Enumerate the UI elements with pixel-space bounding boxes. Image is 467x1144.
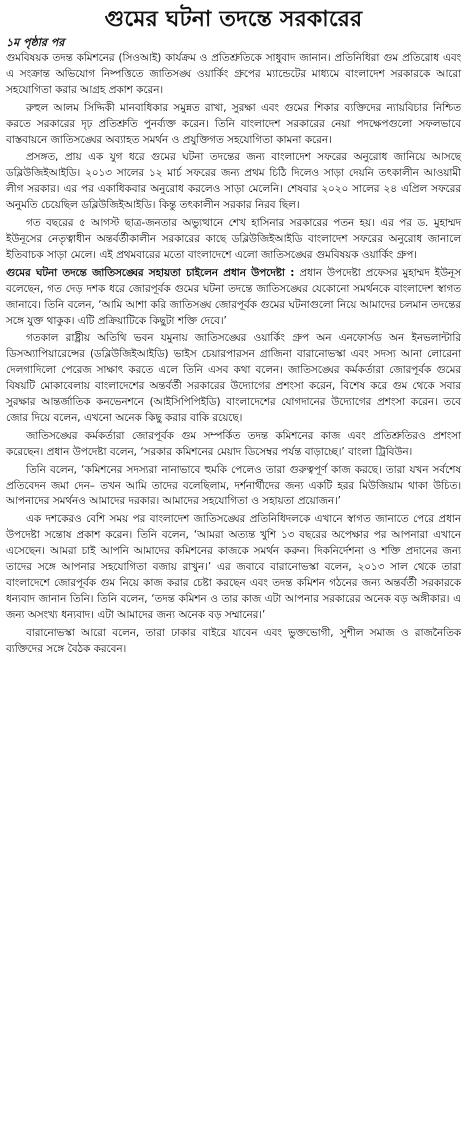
- subheading: গুমের ঘটনা তদন্তে জাতিসঙ্ঘের সহায়তা চাইলেন প্রধান উপদেষ্টা :: [6, 266, 295, 279]
- paragraph-with-subheading: [6, 266, 461, 330]
- paragraph-text: প্রধান উপদেষ্টা প্রফেসর মুহাম্মদ ইউনূস বলেছেন, গত দেড় দশক ধরে জোরপূর্বক গুমের ঘটনা তদন্তে জাতিসঙ্ঘের যেকোনো সমর্থনকে বাংলাদেশ স্বাগত জানাবে। তিনি বলেন, ‘আমি আশা করি জাতিসঙ্ঘ জোরপূর্বক গুমের ঘটনাগুলো নিয়ে আমাদের চলমান তদন্তের সঙ্গে যুক্ত থাকুক। এটি প্রক্রিয়াটিকে কিছুটা শক্তি দেবে।’: [6, 266, 461, 327]
- paragraph: প্রসঙ্গত, প্রায় এক যুগ ধরে গুমের ঘটনা তদন্তের জন্য বাংলাদেশ সফরের অনুরোধ জানিয়ে আসছে ডব্লিউজিইআইডি। ২০১৩ সালের ১২ মার্চ সফরের জন্য প্রথম চিঠি দিলেও সাড়া দেয়নি তৎকালীন আওয়ামী লীগ সরকার। এর পর একাধিকবার অনুরোধ করলেও সাড়া মেলেনি। শেষবার ২০২০ সালের ২৪ এপ্রিল সফরের অনুমতি চেয়েছিল ডব্লিউজিইআইডি। কিন্তু তৎকালীন সরকার নিরব ছিল।: [6, 151, 461, 212]
- paragraph: এক দশকেরও বেশি সময় পর বাংলাদেশ জাতিসঙ্ঘের প্রতিনিধিদলকে এখানে স্বাগত জানাতে পেরে প্রধান উপদেষ্টা সন্তোষ প্রকাশ করেন। তিনি বলেন, ‘আমরা অত্যন্ত খুশি ১৩ বছরের অপেক্ষার পর আপনারা এখানে এসেছেন। আমরা চাই আপনি আমাদের কমিশনের কাজকে সমর্থন করুন। দিকনির্দেশনা ও শক্তি প্রদানের জন্য তাদের সঙ্গে আপনার সহযোগিতা বজায় রাখুন।’ এর জবাবে বারানোভস্কা বলেন, ২০১৩ সাল থেকে তারা বাংলাদেশে জোরপূর্বক গুম নিয়ে কাজ করার চেষ্টা করছেন এবং তদন্ত কমিশন গঠনের জন্য অন্তর্বর্তী সরকারকে ধন্যবাদ জানান তিনি। তিনি বলেন, ‘তদন্ত কমিশন ও তার কাজ এটা আপনার সরকারের অনেক বড় অঙ্গীকার। এ জন্য অসংখ্য ধন্যবাদ। এটা আমাদের জন্য অনেক বড় সম্মানের।’: [6, 513, 461, 621]
- paragraph: গত বছরের ৫ আগস্ট ছাত্র-জনতার অভ্যুত্থানে শেখ হাসিনার সরকারের পতন হয়। এর পর ড. মুহাম্মদ ইউনূসের নেতৃত্বাধীন অন্তর্বর্তীকালীন সরকারের কাছে ডব্লিউজিইআইডি বাংলাদেশ সফরের অনুরোধ জানালে ইতিবাচক সাড়া মেলে। এই প্রথমবারের মতো বাংলাদেশে এলো জাতিসঙ্ঘের গুমবিষয়ক ওয়ার্কিং গ্রুপ।: [6, 217, 461, 261]
- continued-from-label: ১ম পৃষ্ঠার পর: [6, 36, 65, 49]
- paragraph: বারানোভস্কা আরো বলেন, তারা ঢাকার বাইরে যাবেন এবং ভুক্তভোগী, সুশীল সমাজ ও রাজনৈতিক ব্যক্তিদের সঙ্গে বৈঠক করবেন।: [6, 626, 461, 655]
- paragraph: জাতিসঙ্ঘের কর্মকর্তারা জোরপূর্বক গুম সম্পর্কিত তদন্ত কমিশনের কাজ এবং প্রতিশ্রুতিরও প্রশংসা করেছেন। প্রধান উপদেষ্টা বলেন, ‘সরকার কমিশনের মেয়াদ ডিসেম্বর পর্যন্ত বাড়াচ্ছে।’ বাংলা ট্রিবিউন।: [6, 429, 461, 458]
- paragraph: গতকাল রাষ্ট্রীয় অতিথি ভবন যমুনায় জাতিসঙ্ঘের ওয়ার্কিং গ্রুপ অন এনফোর্সড অন ইনভলান্টারি ডিসঅ্যাপিয়ারেন্সের (ডব্লিউজিইআইডি) ভাইস চেয়ারপারসন গ্রাজিনা বারানোভস্কা এবং সদস্য আনা লোরেনা দেলগাদিলো পেরেজ সাক্ষাৎ করতে এলে তিনি এসব কথা বলেন। জাতিসঙ্ঘের কর্মকর্তারা জোরপূর্বক গুমের বিষয়টি মোকাবেলায় বাংলাদেশের অন্তর্বর্তী সরকারের উদ্যোগের প্রশংসা করেন, বিশেষ করে গুম থেকে সবার সুরক্ষার আন্তর্জাতিক কনভেনশনে (আইসিপিপিইডি) বাংলাদেশের যোগদানের উদ্যোগের প্রশংসা করেন। তবে জোর দিয়ে বলেন, এখনো অনেক কিছু করার বাকি রয়েছে।: [6, 332, 461, 424]
- paragraph: রুহুল আলম সিদ্দিকী মানবাধিকার সমুন্নত রাখা, সুরক্ষা এবং গুমের শিকার ব্যক্তিদের ন্যায়বিচার নিশ্চিত করতে সরকারের দৃঢ় প্রতিশ্রুতি পুনর্ব্যক্ত করেন। তিনি বাংলাদেশ সরকারের নেয়া পদক্ষেপগুলো সফলভাবে বাস্তবায়নে জাতিসঙ্ঘের অব্যাহত সমর্থন ও প্রযুক্তিগত সহযোগিতা কামনা করেন।: [6, 101, 461, 146]
- paragraph: তিনি বলেন, ‘কমিশনের সদস্যরা নানাভাবে হুমকি পেলেও তারা গুরুত্বপূর্ণ কাজ করছে। তারা যখন সর্বশেষ প্রতিবেদন জমা দেন– তখন আমি তাদের বলেছিলাম, দর্শনার্থীদের জন্য একটি হরর মিউজিয়াম থাকা উচিত। আপনাদের সমর্থনও আমাদের দরকার। আমাদের সহযোগিতা ও সহায়তা প্রয়োজন।’: [6, 463, 461, 508]
- paragraph: গুমবিষয়ক তদন্ত কমিশনের (সিওআই) কার্যক্রম ও প্রতিশ্রুতিকে সাধুবাদ জানান। প্রতিনিধিরা গুম প্রতিরোধ এবং এ সংক্রান্ত অভিযোগ নিষ্পত্তিতে জাতিসঙ্ঘ ওয়ার্কিং গ্রুপের ম্যান্ডেটের মাধ্যমে বাংলাদেশ সরকারকে আরো সহযোগিতা করার আগ্রহ প্রকাশ করেন।: [6, 52, 461, 96]
- headline: গুমের ঘটনা তদন্তে সরকারের: [104, 6, 363, 32]
